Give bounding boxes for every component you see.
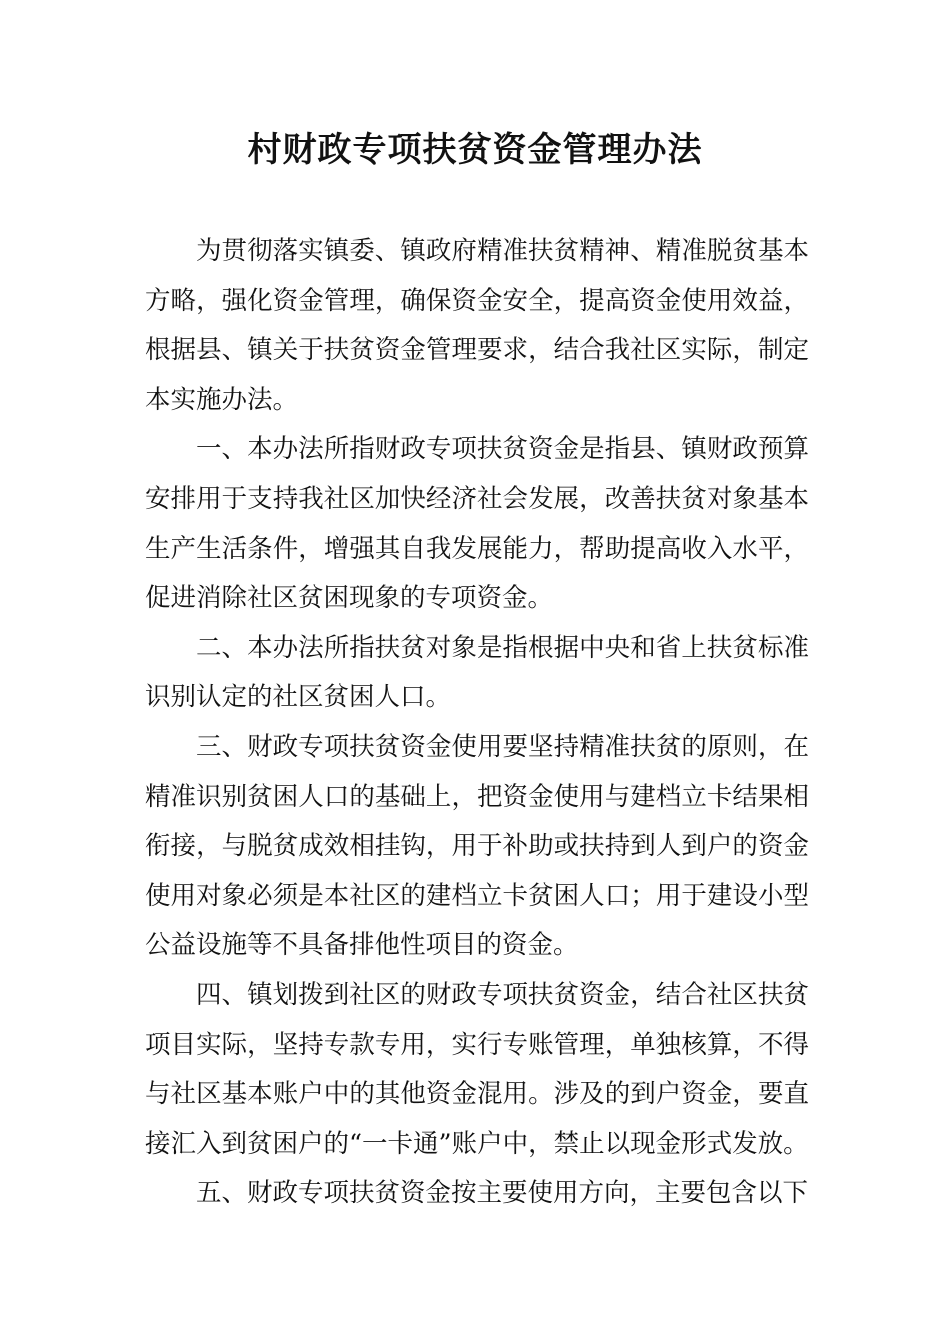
paragraph-article-3: 三、财政专项扶贫资金使用要坚持精准扶贫的原则，在精准识别贫困人口的基础上，把资金使用与建档立卡结果相衔接，与脱贫成效相挂钩，用于补助或扶持到人到户的资金使用对象必须是本社区的建档立卡贫困人口；用于建设小型公益设施等不具备排他性项目的资金。 bbox=[145, 731, 809, 961]
paragraph-article-1: 一、本办法所指财政专项扶贫资金是指县、镇财政预算安排用于支持我社区加快经济社会发展，改善扶贫对象基本生产生活条件，增强其自我发展能力，帮助提高收入水平，促进消除社区贫困现象的专项资金。 bbox=[145, 434, 809, 614]
document-title: 村财政专项扶贫资金管理办法 bbox=[247, 130, 703, 170]
paragraph-article-2: 二、本办法所指扶贫对象是指根据中央和省上扶贫标准识别认定的社区贫困人口。 bbox=[145, 632, 809, 713]
paragraph-preamble: 为贯彻落实镇委、镇政府精准扶贫精神、精准脱贫基本方略，强化资金管理，确保资金安全，提高资金使用效益，根据县、镇关于扶贫资金管理要求，结合我社区实际，制定本实施办法。 bbox=[145, 236, 809, 415]
paragraph-article-4: 四、镇划拨到社区的财政专项扶贫资金，结合社区扶贫项目实际，坚持专款专用，实行专账管理，单独核算，不得与社区基本账户中的其他资金混用。涉及的到户资金，要直接汇入到贫困户的“一卡通”账户中，禁止以现金形式发放。 bbox=[145, 979, 809, 1159]
document-body bbox=[145, 227, 809, 1219]
paragraph-article-5: 五、财政专项扶贫资金按主要使用方向，主要包含以下 bbox=[196, 1178, 809, 1209]
